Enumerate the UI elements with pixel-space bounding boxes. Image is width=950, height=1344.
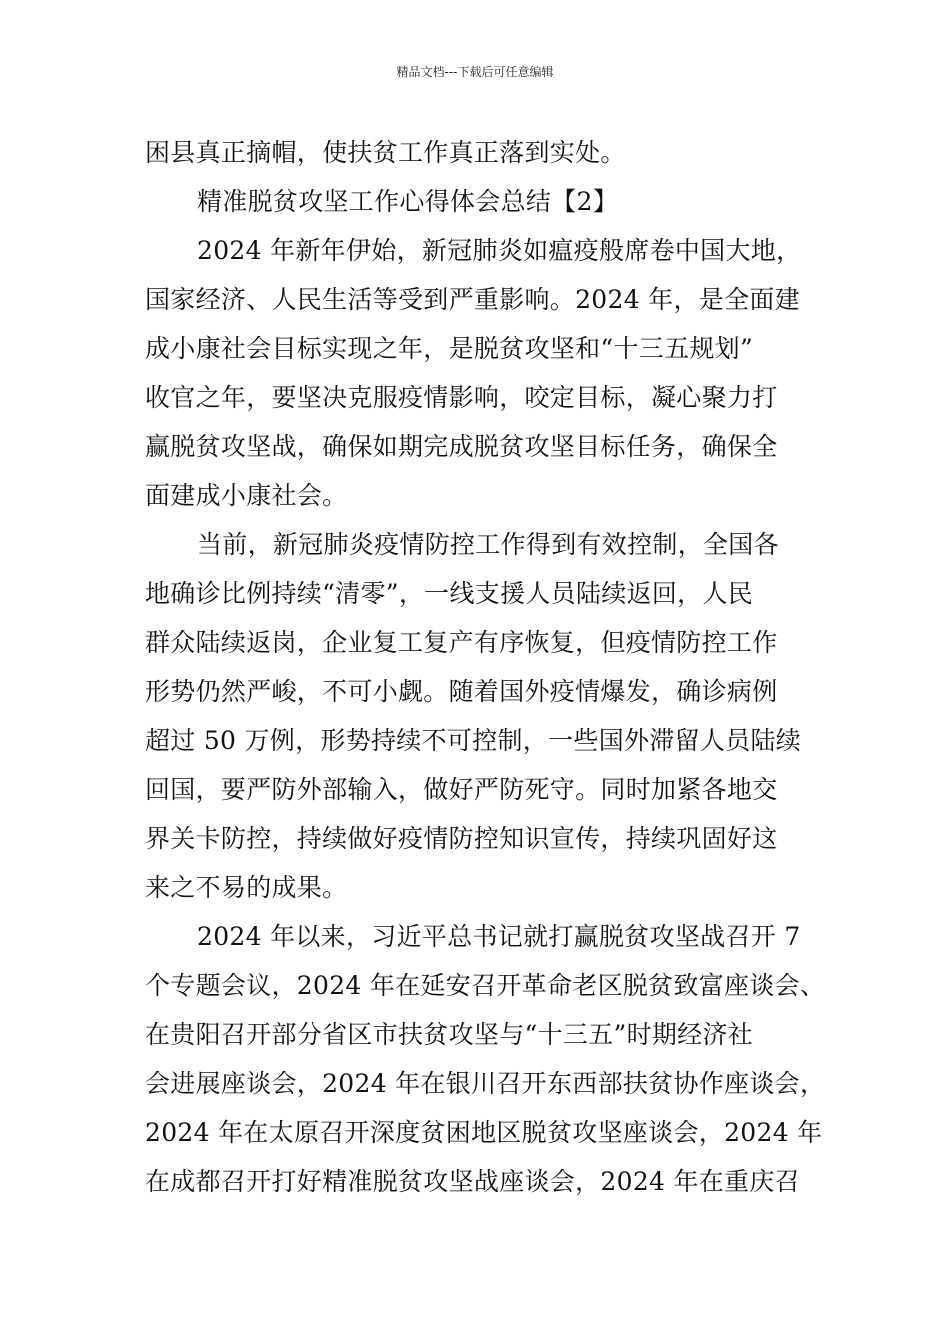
text-line: 超过 50 万例，形势持续不可控制，一些国外滞留人员陆续 <box>145 726 802 755</box>
text-line: 精准脱贫攻坚工作心得体会总结【2】 <box>197 187 619 216</box>
text-line: 地确诊比例持续“清零”，一线支援人员陆续返回，人民 <box>145 579 754 608</box>
paragraph <box>145 520 825 912</box>
text-line: 群众陆续返岗，企业复工复产有序恢复，但疫情防控工作 <box>145 628 778 657</box>
paragraph <box>145 128 825 177</box>
section-title <box>145 177 825 226</box>
text-line: 成小康社会目标实现之年，是脱贫攻坚和“十三五规划” <box>145 334 754 363</box>
text-line: 收官之年，要坚决克服疫情影响，咬定目标，凝心聚力打 <box>145 383 778 412</box>
text-line: 界关卡防控，持续做好疫情防控知识宣传，持续巩固好这 <box>145 824 778 853</box>
text-line: 会进展座谈会，2024 年在银川召开东西部扶贫协作座谈会， <box>145 1069 826 1098</box>
text-line: 在成都召开打好精准脱贫攻坚战座谈会，2024 年在重庆召 <box>145 1167 800 1196</box>
paragraph <box>145 912 825 1206</box>
text-line: 在贵阳召开部分省区市扶贫攻坚与“十三五”时期经济社 <box>145 1020 754 1049</box>
document-body <box>145 128 825 1206</box>
text-line: 面建成小康社会。 <box>145 481 348 510</box>
text-line: 形势仍然严峻，不可小觑。随着国外疫情爆发，确诊病例 <box>145 677 778 706</box>
text-line: 困县真正摘帽，使扶贫工作真正落到实处。 <box>145 138 626 167</box>
text-line: 来之不易的成果。 <box>145 873 348 902</box>
text-line: 当前，新冠肺炎疫情防控工作得到有效控制，全国各 <box>197 530 779 559</box>
text-line: 2024 年以来，习近平总书记就打赢脱贫攻坚战召开 7 <box>197 922 801 951</box>
page-header: 精品文档---下载后可任意编辑 <box>396 65 554 79</box>
text-line: 国家经济、人民生活等受到严重影响。2024 年，是全面建 <box>145 285 800 314</box>
text-line: 2024 年新年伊始，新冠肺炎如瘟疫般席卷中国大地， <box>197 236 802 265</box>
text-line: 2024 年在太原召开深度贫困地区脱贫攻坚座谈会，2024 年 <box>145 1118 823 1147</box>
text-line: 个专题会议，2024 年在延安召开革命老区脱贫致富座谈会、 <box>145 971 826 1000</box>
text-line: 回国，要严防外部输入，做好严防死守。同时加紧各地交 <box>145 775 778 804</box>
text-line: 赢脱贫攻坚战，确保如期完成脱贫攻坚目标任务，确保全 <box>145 432 778 461</box>
paragraph <box>145 226 825 520</box>
